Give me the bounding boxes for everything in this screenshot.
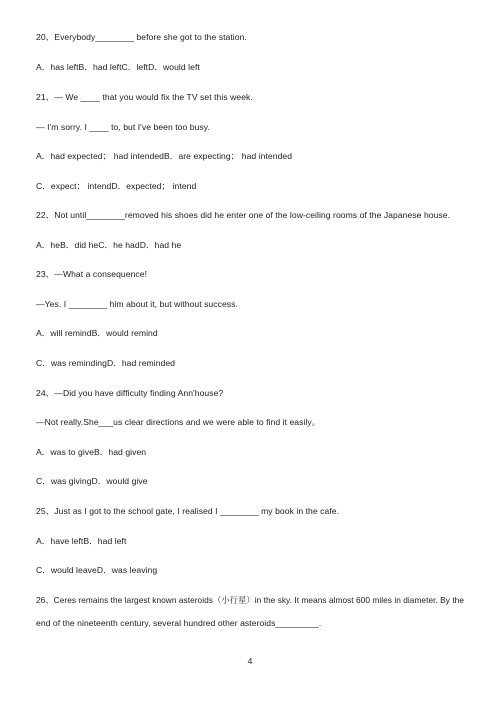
q22-options: A．heB．did heC．he hadD．had he <box>36 240 182 250</box>
q26-stem-line2: end of the nineteenth century, several hundred other asteroids_________. <box>36 618 322 628</box>
q24-stem-line2: —Not really.She___us clear directions and we were able to find it easily。 <box>36 417 321 427</box>
q21-options-cd: C．expect； intendD．expected； intend <box>36 181 197 191</box>
q25-options-cd: C．would leaveD．was leaving <box>36 565 158 575</box>
q25-stem: 25、Just as I got to the school gate, I realised I ________ my book in the cafe. <box>36 506 340 516</box>
q22-stem: 22、Not until________removed his shoes did he enter one of the low-ceiling rooms of the Japanese house. <box>36 210 451 220</box>
q25-options-ab: A．have leftB．had left <box>36 536 127 546</box>
q26-stem-line1: 26、Ceres remains the largest known asteroids（小行星）in the sky. It means almost 600 miles in diameter. By the <box>36 595 464 605</box>
q24-stem-line1: 24、—Did you have difficulty finding Ann'house? <box>36 388 224 398</box>
q23-stem-line1: 23、—What a consequence! <box>36 269 148 279</box>
q21-options-ab: A．had expected； had intendedB．are expecting； had intended <box>36 151 293 161</box>
q23-stem-line2: —Yes. I ________ him about it, but without success. <box>36 299 238 309</box>
q20-stem: 20、Everybody________ before she got to the station. <box>36 32 247 42</box>
q21-stem-line2: — I'm sorry. I ____ to, but I've been too busy. <box>36 122 210 132</box>
q24-options-cd: C．was givingD．would give <box>36 476 148 486</box>
q24-options-ab: A．was to giveB．had given <box>36 447 147 457</box>
q23-options-ab: A．will remindB．would remind <box>36 328 158 338</box>
q20-options: A．has leftB．had leftC．leftD．would left <box>36 62 200 72</box>
q23-options-cd: C．was remindingD．had reminded <box>36 358 176 368</box>
page-number: 4 <box>247 656 253 666</box>
q21-stem-line1: 21、— We ____ that you would fix the TV set this week. <box>36 92 253 102</box>
